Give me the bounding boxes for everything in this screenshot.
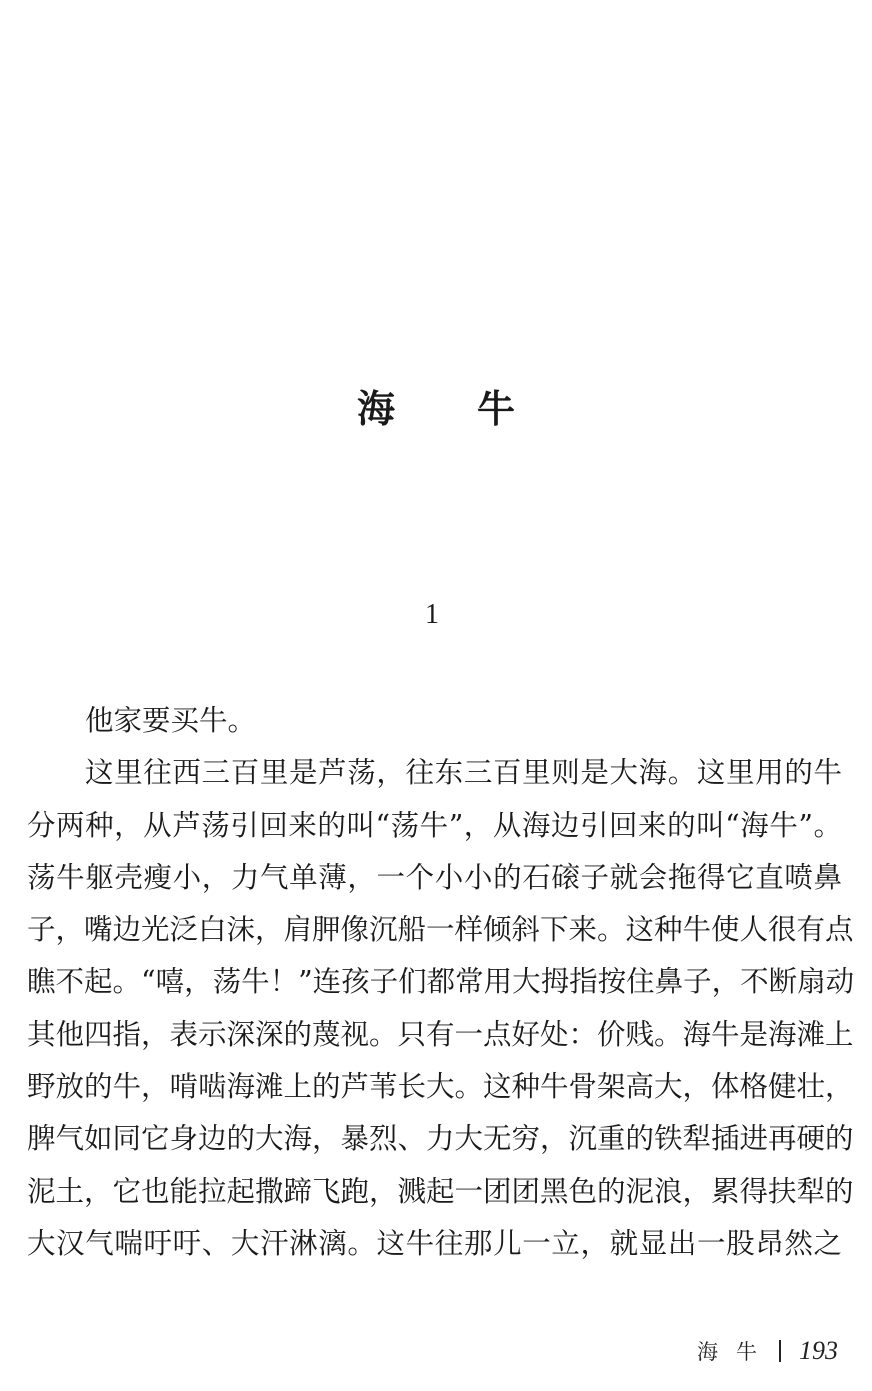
paragraph-line: 其他四指，表示深深的蔑视。只有一点好处：价贱。海牛是海滩上 [27,1017,854,1051]
chapter-title-char-1: 海 [356,387,395,431]
chapter-title-char-2: 牛 [477,387,516,431]
paragraph-line: 子，嘴边光泛白沫，肩胛像沉船一样倾斜下来。这种牛使人很有点 [27,913,854,947]
page-number: 193 [799,1336,838,1365]
paragraph-line: 脾气如同它身边的大海，暴烈、力大无穷，沉重的铁犁插进再硬的 [27,1122,854,1156]
chapter-title [0,386,872,432]
paragraph-line: 泥土，它也能拉起撒蹄飞跑，溅起一团团黑色的泥浪，累得扶犁的 [27,1174,854,1208]
paragraph-line: 这里往西三百里是芦荡，往东三百里则是大海。这里用的牛 [85,756,842,790]
paragraph-line: 荡牛躯壳瘦小，力气单薄，一个小小的石磙子就会拖得它直喷鼻 [27,860,842,894]
running-title: 海牛 [697,1340,775,1364]
body-text [27,699,855,1274]
paragraph-line: 野放的牛，啃啮海滩上的芦苇长大。这种牛骨架高大，体格健壮， [27,1070,854,1104]
page-footer [697,1334,838,1368]
paragraph-line: 他家要买牛。 [85,704,257,737]
footer-divider [779,1340,781,1362]
section-number: 1 [425,599,439,630]
paragraph-line: 分两种，从芦荡引回来的叫“荡牛”，从海边引回来的叫“海牛”。 [27,808,842,842]
paragraph-line: 瞧不起。“嘻，荡牛！”连孩子们都常用大拇指按住鼻子，不断扇动 [27,965,855,999]
paragraph-line: 大汉气喘吁吁、大汗淋漓。这牛往那儿一立，就显出一股昂然之 [27,1226,842,1260]
